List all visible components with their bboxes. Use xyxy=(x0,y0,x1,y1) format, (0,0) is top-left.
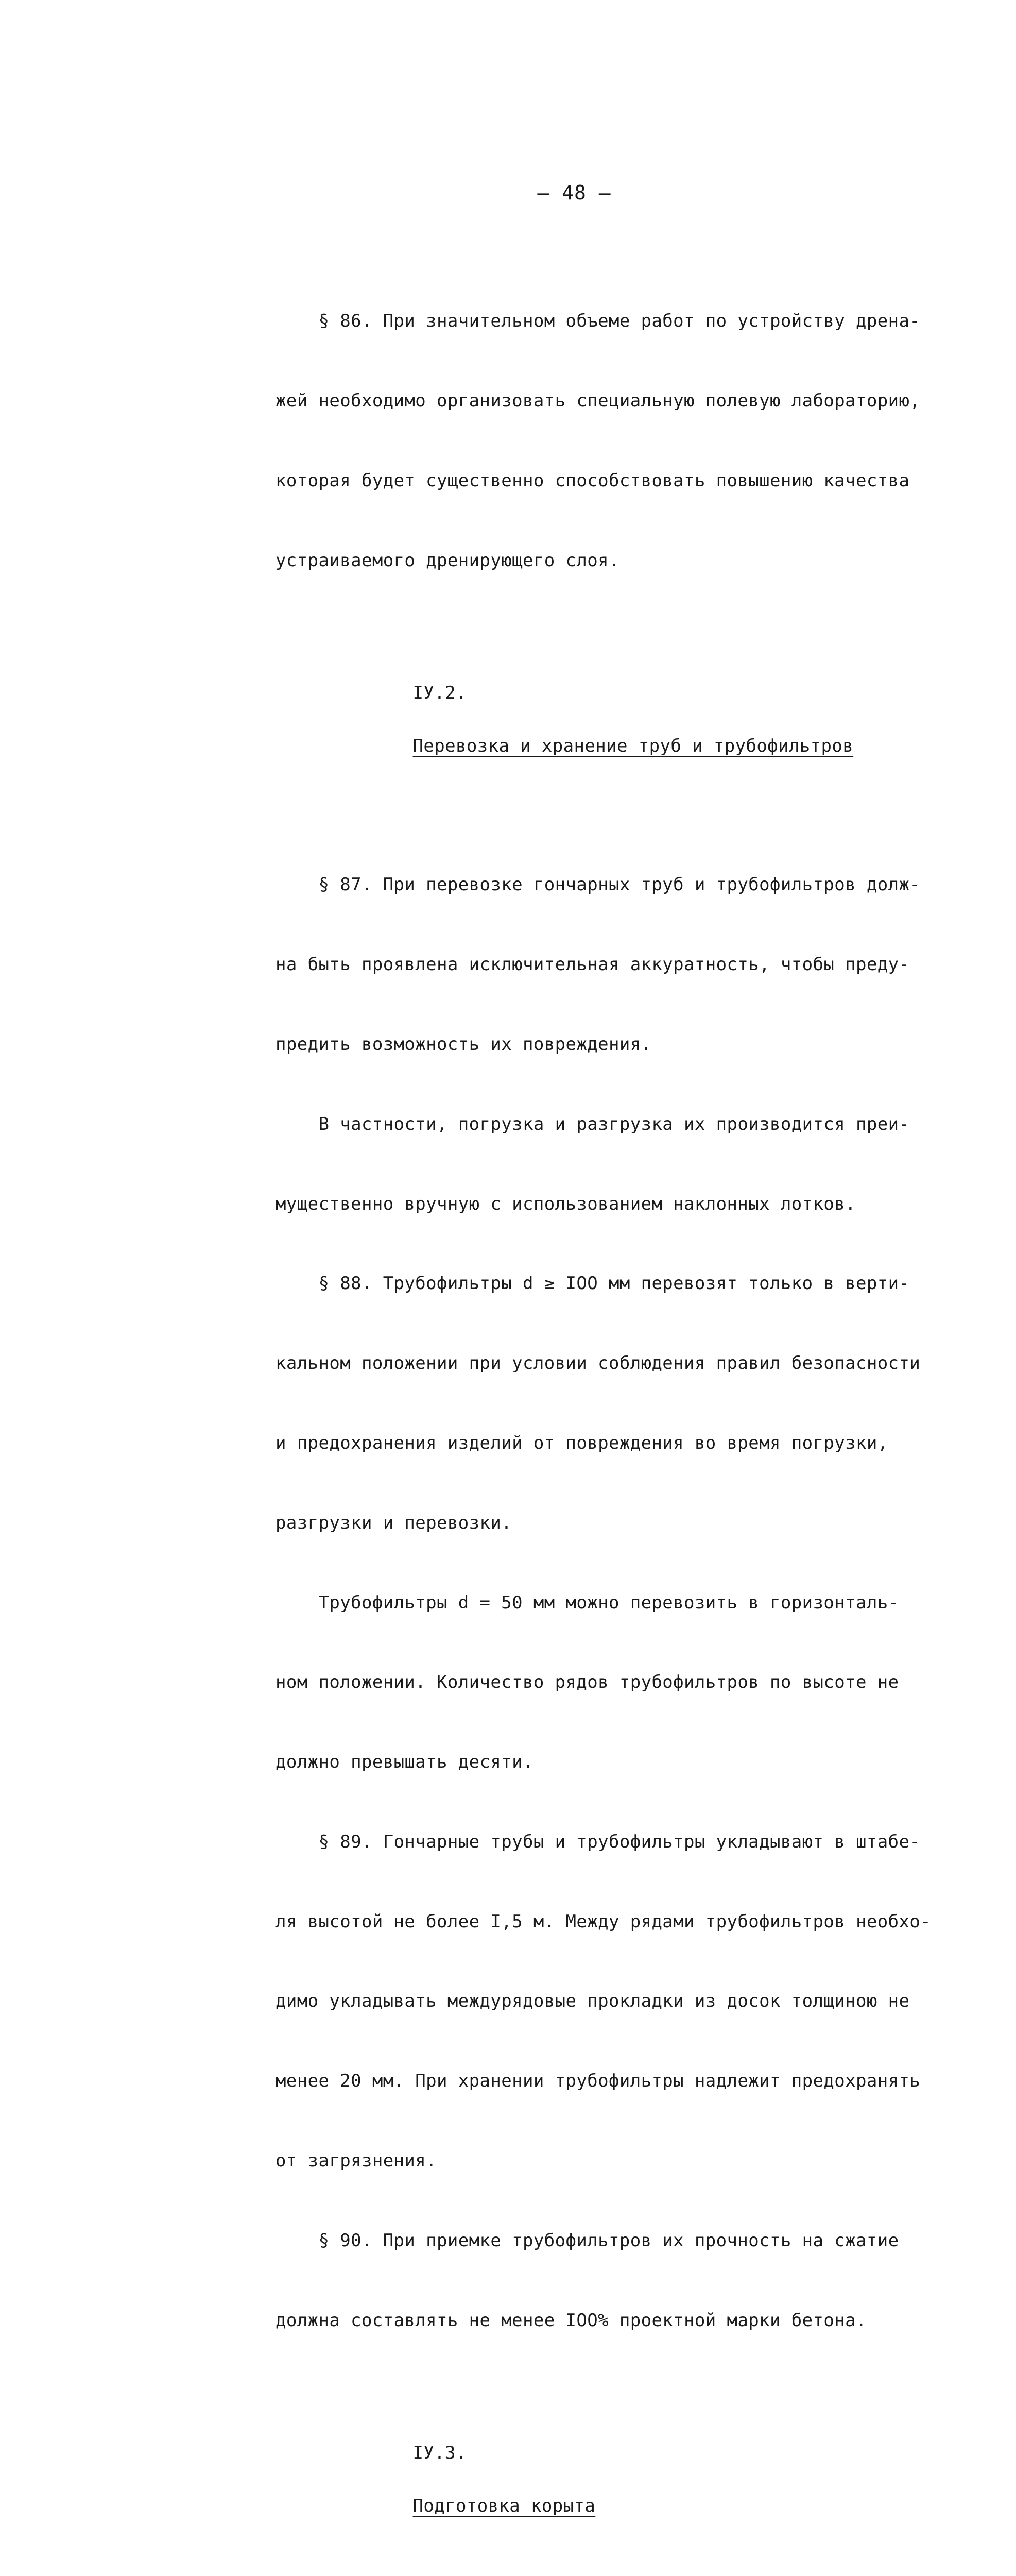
text-line: ля высотой не более I,5 м. Между рядами трубофильтров необхо- xyxy=(275,1911,932,1932)
text-line: Трубофильтры d = 50 мм можно перевозить в горизонталь- xyxy=(275,1592,899,1613)
text-line: димо укладывать междурядовые прокладки из досок толщиною не xyxy=(275,1991,910,2012)
section-heading-iu2 xyxy=(275,653,909,786)
text-line: жей необходимо организовать специальную полевую лабораторию, xyxy=(275,390,921,411)
text-line: ном положении. Количество рядов трубофильтров по высоте не xyxy=(275,1672,899,1693)
text-line: § 88. Трубофильтры d ≥ IOO мм перевозят только в верти- xyxy=(275,1273,910,1294)
section-number: IУ.3. xyxy=(412,2442,467,2463)
paragraphs-87-90 xyxy=(275,819,932,2387)
section-heading-iu3 xyxy=(275,2413,909,2546)
text-line: § 90. При приемке трубофильтров их прочность на сжатие xyxy=(275,2230,899,2251)
text-line: и предохранения изделий от повреждения во время погрузки, xyxy=(275,1432,888,1453)
section-title: Подготовка корыта xyxy=(412,2496,596,2517)
text-line: менее 20 мм. При хранении трубофильтры надлежит предохранять xyxy=(275,2071,921,2092)
section-number: IУ.2. xyxy=(412,682,467,703)
text-line: В частности, погрузка и разгрузка их производится преи- xyxy=(275,1113,910,1134)
paragraph-86 xyxy=(275,255,921,627)
text-line: должна составлять не менее IOO% проектной марки бетона. xyxy=(275,2310,867,2331)
text-line: § 87. При перевозке гончарных труб и трубофильтров долж- xyxy=(275,874,921,895)
section-title: Перевозка и хранение труб и трубофильтров xyxy=(412,736,854,757)
text-line: должно превышать десяти. xyxy=(275,1752,533,1773)
text-line: кальном положении при условии соблюдения правил безопасности xyxy=(275,1353,921,1374)
text-line: § 86. При значительном объеме работ по устройству дрена- xyxy=(275,311,921,332)
text-line: которая будет существенно способствовать повышению качества xyxy=(275,470,910,491)
text-line: на быть проявлена исключительная аккуратность, чтобы преду- xyxy=(275,954,910,975)
page-body xyxy=(275,255,932,2576)
text-line: от загрязнения. xyxy=(275,2150,437,2171)
text-line: § 89. Гончарные трубы и трубофильтры укладывают в штабе- xyxy=(275,1831,921,1852)
text-line: разгрузки и перевозки. xyxy=(275,1512,512,1533)
page-number: — 48 — xyxy=(537,181,611,204)
text-line: устраиваемого дренирующего слоя. xyxy=(275,550,619,571)
text-line: мущественно вручную с использованием наклонных лотков. xyxy=(275,1193,856,1214)
text-line: предить возможность их повреждения. xyxy=(275,1034,652,1055)
